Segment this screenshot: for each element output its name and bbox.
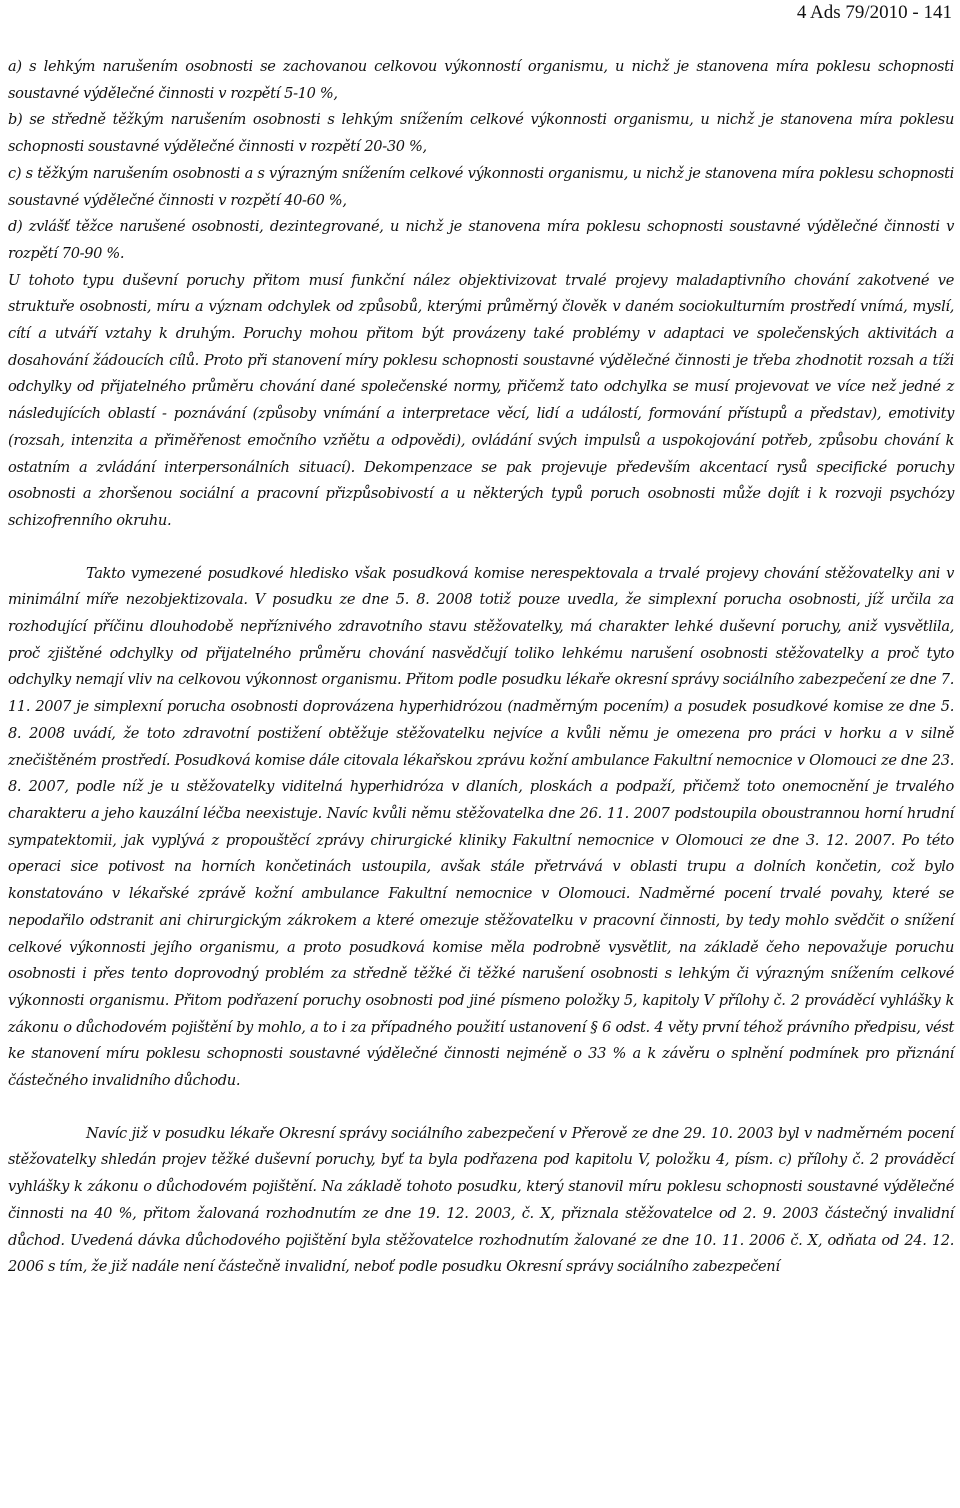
paragraph-prior-assessment: Navíc již v posudku lékaře Okresní správy sociálního zabezpečení v Přerově ze dne 29. 10. 2003 byl v nadměrném pocení stěžovatelky shledán projev těžké duševní poruchy, byť ta byla podřazena pod kapitolu V, položku 4, písm. c) přílohy č. 2 prováděcí vyhlášky k zákonu o důchodovém pojištění. Na základě tohoto posudku, který stanovil míru poklesu schopnosti soustavné výdělečné činnosti na 40 %, přitom žalovaná rozhodnutím ze dne 19. 12. 2003, č. X, přiznala stěžovatelce od 2. 9. 2003 částečný invalidní důchod. Uvedená dávka důchodového pojištění byla stěžovatelce rozhodnutím žalované ze dne 10. 11. 2006 č. X, odňata od 24. 12. 2006 s tím, že již nadále není částečně invalidní, neboť podle posudku Okresní správy sociálního zabezpečení bbox=[8, 1124, 954, 1276]
list-item-c: c) s těžkým narušením osobnosti a s výrazným snížením celkové výkonnosti organismu, u nichž je stanovena míra poklesu schopnosti soustavné výdělečné činnosti v rozpětí 40-60 %, bbox=[8, 164, 954, 209]
document-body bbox=[8, 54, 954, 1281]
paragraph-personality-disorder-criteria: U tohoto typu duševní poruchy přitom musí funkční nález objektivizovat trvalé projevy maladaptivního chování zakotvené ve struktuře osobnosti, míru a význam odchylek od způsobů, kterými průměrný člověk v daném sociokulturním prostředí vnímá, myslí, cítí a utváří vztahy k druhým. Poruchy mohou přitom být provázeny také problémy v adaptaci ve společenských aktivitách a dosahování žádoucích cílů. Proto při stanovení míry poklesu schopnosti soustavné výdělečné činnosti je třeba zhodnotit rozsah a tíži odchylky od přijatelného průměru chování dané společenské normy, přičemž tato odchylka se musí projevovat ve více než jedné z následujících oblastí - poznávání (způsoby vnímání a interpretace věcí, lidí a událostí, formování přístupů a představ), emotivity (rozsah, intenzita a přiměřenost emočního vzňětu a odpovědi), ovládání svých impulsů a uspokojování potřeb, způsobu chování k ostatním a zvládání interpersonálních situací). Dekompenzace se pak projevuje především akcentací rysů specifické poruchy osobnosti a zhoršenou sociální a pracovní přizpůsobivostí a u některých typů poruch osobnosti může dojít i k rozvoji psychózy schizofrenního okruhu. bbox=[8, 271, 954, 529]
paragraph-commission-assessment: Takto vymezené posudkové hledisko však posudková komise nerespektovala a trvalé projevy chování stěžovatelky ani v minimální míře nezobjektizovala. V posudku ze dne 5. 8. 2008 totiž pouze uvedla, že simplexní porucha osobnosti, jíž určila za rozhodující příčinu dlouhodobě nepříznivého zdravotního stavu stěžovatelky, má charakter lehké duševní poruchy, aniž vysvětlila, proč zjištěné odchylky od přijatelného průměru chování nasvědčují toliko lehkému narušení osobnosti stěžovatelky a proč tyto odchylky nemají vliv na celkovou výkonnost organismu. Přitom podle posudku lékaře okresní správy sociálního zabezpečení ze dne 7. 11. 2007 je simplexní porucha osobnosti doprovázena hyperhidrózou (nadměrným pocením) a posudek posudkové komise ze dne 5. 8. 2008 uvádí, že toto zdravotní postižení obtěžuje stěžovatelku nejvíce a kvůli němu je omezena pro práci v horku a v silně znečištěném prostředí. Posudková komise dále citovala lékařskou zprávu kožní ambulance Fakultní nemocnice v Olomouci ze dne 23. 8. 2007, podle níž je u stěžovatelky viditelná hyperhidróza v dlaních, ploskách a podpaží, přičemž toto onemocnění je trvalého charakteru a jeho kauzální léčba neexistuje. Navíc kvůli němu stěžovatelka dne 26. 11. 2007 podstoupila oboustrannou horní hrudní sympatektomii, jak vyplývá z propouštěcí zprávy chirurgické kliniky Fakultní nemocnice v Olomouci ze dne 3. 12. 2007. Po této operaci sice potivost na horních končetinách ustoupila, avšak stále přetrvává v oblasti trupu a dolních končetin, což bylo konstatováno v lékařské zprávě kožní ambulance Fakultní nemocnice v Olomouci. Nadměrné pocení trvalé povahy, které se nepodařilo odstranit ani chirurgickým zákrokem a které omezuje stěžovatelku v pracovní činnosti, by tedy mohlo svědčit o snížení celkové výkonnosti jejího organismu, a proto posudková komise měla podrobně vysvětlit, na základě čeho nepovažuje poruchu osobnosti i přes tento doprovodný problém za středně těžké či těžké narušení osobnosti s lehkým či výrazným snížením celkové výkonnosti organismu. Přitom podřazení poruchy osobnosti pod jiné písmeno položky 5, kapitoly V přílohy č. 2 prováděcí vyhlášky k zákonu o důchodovém pojištění by mohlo, a to i za případného použití ustanovení § 6 odst. 4 věty první téhož právního předpisu, vést ke stanovení míru poklesu schopnosti soustavné výdělečné činnosti nejméně o 33 % a k závěru o splnění podmínek pro přiznání částečného invalidního důchodu. bbox=[8, 564, 954, 1090]
page-header-case-number: 4 Ads 79/2010 - 141 bbox=[796, 2, 952, 23]
list-item-b: b) se středně těžkým narušením osobnosti s lehkým snížením celkové výkonnosti organismu, u nichž je stanovena míra poklesu schopnosti soustavné výdělečné činnosti v rozpětí 20-30 %, bbox=[8, 111, 954, 156]
list-item-a: a) s lehkým narušením osobnosti se zachovanou celkovou výkonností organismu, u nichž je stanovena míra poklesu schopnosti soustavné výdělečné činnosti v rozpětí 5-10 %, bbox=[8, 58, 954, 102]
list-item-d: d) zvlášť těžce narušené osobnosti, dezintegrované, u nichž je stanovena míra poklesu schopnosti soustavné výdělečné činnosti v rozpětí 70-90 %. bbox=[8, 218, 954, 262]
